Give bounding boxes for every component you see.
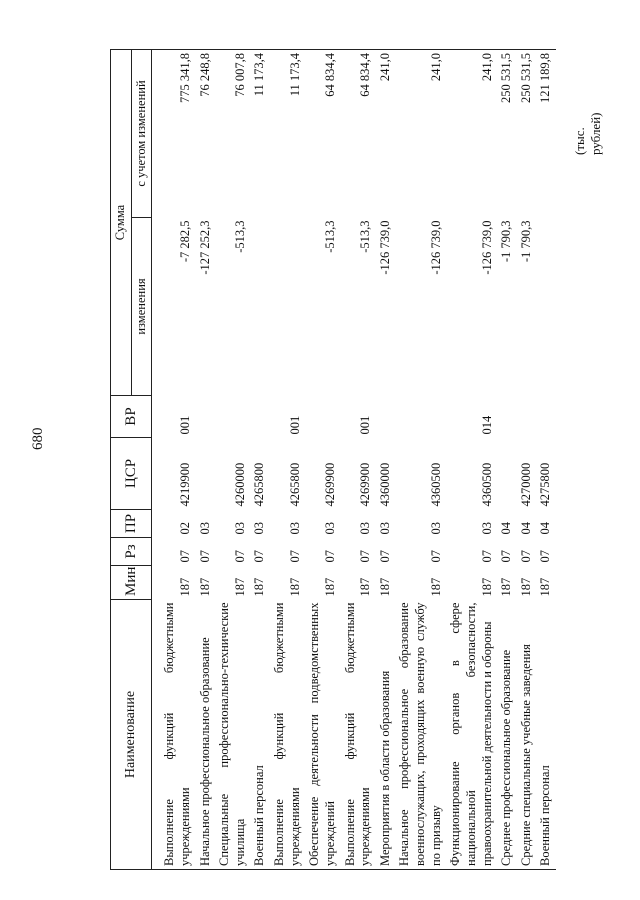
table-row [536, 50, 556, 870]
header-with-change: с учетом изменений [131, 50, 152, 218]
row-total: 241,0 [395, 50, 446, 218]
row-name: Специальные профессионально-технические училища [215, 600, 250, 870]
row-min: 187 [358, 577, 373, 597]
row-csr: 4265800 [287, 462, 302, 507]
row-total: 241,0 [376, 50, 396, 218]
row-rz: 07 [322, 550, 337, 563]
row-change: -1 790,3 [518, 220, 533, 263]
row-name: Функционирование органов в сфере национальной безопасности, правоохранительной деятельности и обороны [446, 600, 497, 870]
row-total: 775 341,8 [152, 50, 196, 218]
page-number: 680 [30, 427, 46, 450]
row-pr: 04 [499, 522, 514, 535]
table-row [376, 50, 396, 870]
row-vr: 001 [287, 415, 302, 435]
table-row [270, 50, 305, 870]
row-change: -7 282,5 [177, 220, 192, 263]
row-min: 187 [518, 577, 533, 597]
row-min: 187 [428, 577, 443, 597]
row-vr: 001 [177, 415, 192, 435]
row-min: 187 [252, 577, 267, 597]
row-name: Средние специальные учебные заведения [517, 600, 537, 870]
row-name: Обеспечение деятельности подведомственных учреждений [305, 600, 340, 870]
row-change: -1 790,3 [499, 220, 514, 263]
row-vr [536, 396, 556, 438]
row-change [250, 218, 270, 396]
table-row [250, 50, 270, 870]
row-min: 187 [538, 577, 553, 597]
row-csr: 4219900 [177, 462, 192, 507]
row-csr: 4275800 [538, 462, 553, 507]
header-min: Мин [111, 566, 152, 600]
row-change: -513,3 [358, 220, 373, 253]
row-change: -126 739,0 [377, 220, 392, 275]
row-vr [215, 396, 250, 438]
row-total: 64 834,4 [305, 50, 340, 218]
row-vr [497, 396, 517, 438]
table-row [215, 50, 250, 870]
row-csr: 4265800 [252, 462, 267, 507]
row-min: 187 [499, 577, 514, 597]
row-csr: 4269900 [322, 462, 337, 507]
header-rz: Рз [111, 538, 152, 566]
row-total: 11 173,4 [270, 50, 305, 218]
row-total: 76 007,8 [215, 50, 250, 218]
row-vr [376, 396, 396, 438]
row-rz: 07 [377, 550, 392, 563]
row-total: 250 531,5 [517, 50, 537, 218]
row-name: Военный персонал [536, 600, 556, 870]
row-csr: 4270000 [518, 462, 533, 507]
row-total: 250 531,5 [497, 50, 517, 218]
row-min: 187 [322, 577, 337, 597]
row-change: -126 739,0 [479, 220, 494, 275]
row-pr: 03 [287, 522, 302, 535]
header-vr: ВР [111, 396, 152, 438]
table-body [152, 50, 556, 870]
row-pr: 03 [428, 522, 443, 535]
row-rz: 07 [499, 550, 514, 563]
row-vr: 014 [479, 415, 494, 435]
row-name: Среднее профессиональное образование [497, 600, 517, 870]
row-pr: 03 [197, 522, 212, 535]
row-rz: 07 [252, 550, 267, 563]
row-pr: 03 [232, 522, 247, 535]
row-rz: 07 [232, 550, 247, 563]
row-rz: 07 [538, 550, 553, 563]
header-change: изменения [131, 218, 152, 396]
row-change: -513,3 [322, 220, 337, 253]
row-rz: 07 [358, 550, 373, 563]
row-csr [497, 438, 517, 510]
row-vr: 001 [358, 415, 373, 435]
row-pr: 03 [479, 522, 494, 535]
row-total: 11 173,4 [250, 50, 270, 218]
row-change: -126 739,0 [428, 220, 443, 275]
row-name: Выполнение функций бюджетными учреждениями [341, 600, 376, 870]
row-change: -127 252,3 [197, 220, 212, 275]
row-name: Начальное профессиональное образование [196, 600, 216, 870]
row-rz: 07 [428, 550, 443, 563]
row-total: 76 248,8 [196, 50, 216, 218]
row-min: 187 [479, 577, 494, 597]
row-name: Выполнение функций бюджетными учреждениями [152, 600, 196, 870]
row-rz: 07 [287, 550, 302, 563]
row-rz: 07 [479, 550, 494, 563]
row-pr: 04 [518, 522, 533, 535]
unit-label: (тыс. рублей) [572, 112, 603, 155]
row-vr [517, 396, 537, 438]
rotated-table-wrapper [110, 50, 556, 870]
row-total: 241,0 [446, 50, 497, 218]
table-row [395, 50, 446, 870]
row-name: Выполнение функций бюджетными учреждениями [270, 600, 305, 870]
row-rz: 07 [518, 550, 533, 563]
table-row [517, 50, 537, 870]
header-sum: Сумма [111, 50, 132, 396]
row-min: 187 [377, 577, 392, 597]
row-min: 187 [177, 577, 192, 597]
row-name: Военный персонал [250, 600, 270, 870]
row-vr [395, 396, 446, 438]
header-csr: ЦСР [111, 438, 152, 510]
row-name: Мероприятия в области образования [376, 600, 396, 870]
row-csr: 4260000 [232, 462, 247, 507]
row-change: -513,3 [232, 220, 247, 253]
row-csr [196, 438, 216, 510]
row-csr: 4360500 [479, 462, 494, 507]
table-row [196, 50, 216, 870]
budget-table [110, 49, 556, 870]
table-row [305, 50, 340, 870]
row-csr: 4360500 [428, 462, 443, 507]
row-pr: 03 [322, 522, 337, 535]
row-rz: 07 [197, 550, 212, 563]
row-min: 187 [197, 577, 212, 597]
table-row [152, 50, 196, 870]
row-pr: 03 [377, 522, 392, 535]
table-header [111, 50, 152, 870]
row-pr: 04 [538, 522, 553, 535]
row-change [270, 218, 305, 396]
row-min: 187 [232, 577, 247, 597]
row-rz: 07 [177, 550, 192, 563]
header-name: Наименование [111, 600, 152, 870]
row-total: 64 834,4 [341, 50, 376, 218]
row-min: 187 [287, 577, 302, 597]
row-csr: 4269900 [358, 462, 373, 507]
table-row [497, 50, 517, 870]
row-csr: 4360000 [377, 462, 392, 507]
row-vr [196, 396, 216, 438]
row-pr: 02 [177, 522, 192, 535]
table-row [341, 50, 376, 870]
table-row [446, 50, 497, 870]
row-name: Начальное профессиональное образование военнослужащих, проходящих военную службу по призыву [395, 600, 446, 870]
row-vr [250, 396, 270, 438]
row-total: 121 189,8 [536, 50, 556, 218]
row-change [536, 218, 556, 396]
row-vr [305, 396, 340, 438]
header-pr: ПР [111, 510, 152, 538]
row-pr: 03 [252, 522, 267, 535]
row-pr: 03 [358, 522, 373, 535]
